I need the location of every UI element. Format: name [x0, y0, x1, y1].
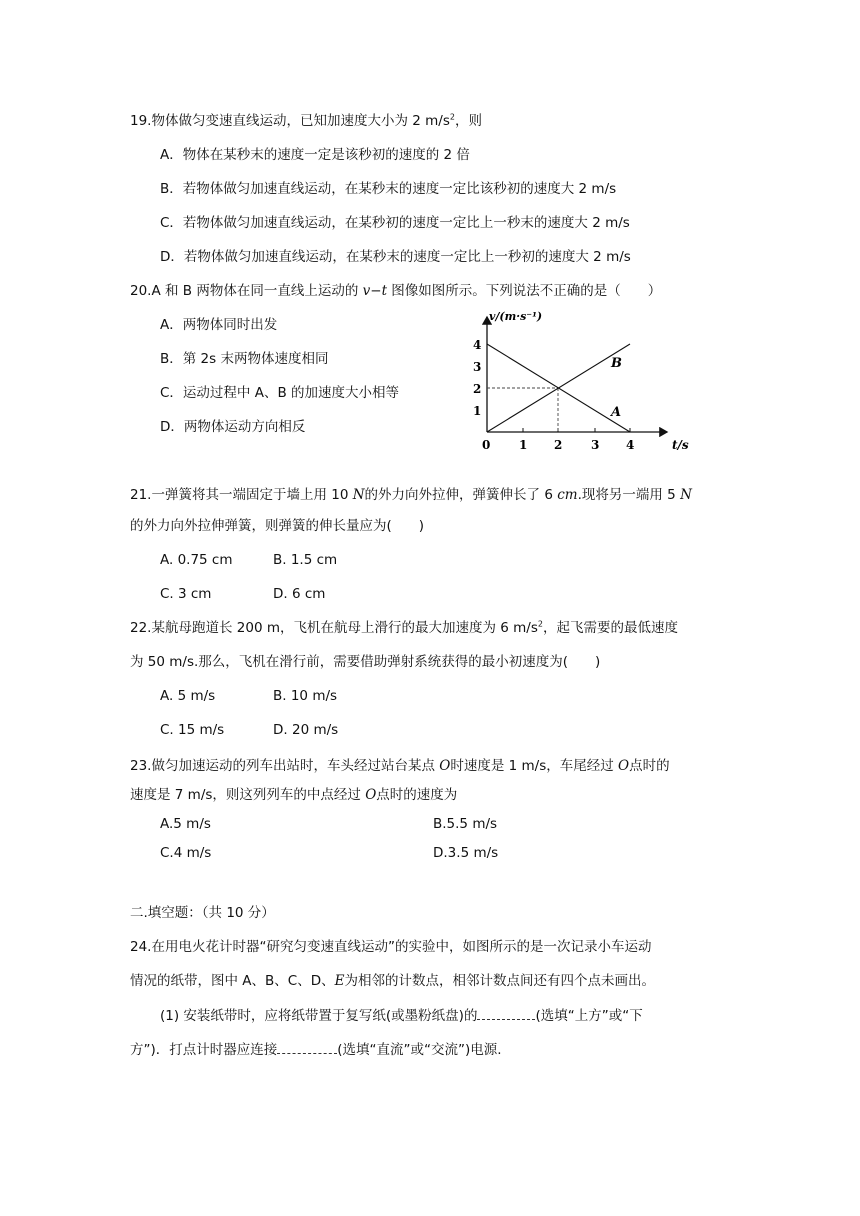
y-ticks: [473, 338, 481, 418]
q20-stem: 20.A 和 B 两物体在同一直线上运动的 v−t 图像如图所示。下列说法不正确的是（ ）: [130, 283, 662, 299]
x-tick-3: 3: [591, 438, 600, 452]
q23-stem-line2: 速度是 7 m/s，则这列列车的中点经过 O点时的速度为: [130, 787, 458, 803]
q19-stem: 19.物体做匀变速直线运动，已知加速度大小为 2 $m/s^2$，则: [130, 112, 482, 129]
y-tick-3: 3: [473, 360, 482, 374]
y-tick-2: 2: [473, 382, 482, 396]
x-ticks: [482, 438, 634, 452]
q20-option-d: D．两物体运动方向相反: [160, 419, 306, 435]
q19-option-a: A．物体在某秒末的速度一定是该秒初的速度的 2 倍: [160, 147, 470, 163]
q21-stem-line2: 的外力向外拉伸弹簧，则弹簧的伸长量应为( ): [130, 518, 425, 534]
q23-option-a: A.5 m/s: [160, 816, 211, 832]
q22-option-d: D. 20 m/s: [273, 722, 339, 738]
answer-blank-2[interactable]: [277, 1039, 337, 1054]
q19-option-c: C．若物体做匀加速直线运动，在某秒初的速度一定比上一秒末的速度大 2 m/s: [160, 215, 630, 231]
answer-blank-1[interactable]: [477, 1005, 535, 1020]
y-tick-1: 1: [473, 404, 482, 418]
q22-option-a: A. 5 m/s: [160, 688, 216, 704]
q21-option-b: B. 1.5 cm: [273, 552, 338, 568]
x-tick-2: 2: [554, 438, 563, 452]
q21-option-a: A. 0.75 cm: [160, 552, 233, 568]
q20-option-a: A．两物体同时出发: [160, 317, 278, 333]
line-a-label: A: [611, 405, 622, 420]
vt-graph: [465, 305, 705, 455]
x-axis-label: t/s: [672, 438, 689, 452]
q24-sub1-line2: 方”)．打点计时器应连接 (选填“直流”或“交流”)电源.: [130, 1039, 502, 1060]
q24-sub1-line1: (1) 安装纸带时，应将纸带置于复写纸(或墨粉纸盘)的 (选填“上方”或“下: [160, 1005, 643, 1026]
q21-stem-line1: 21.一弹簧将其一端固定于墙上用 10 N的外力向外拉伸，弹簧伸长了 6 cm.现将另一端用 5 N: [130, 487, 692, 503]
q20-option-b: B．第 2s 末两物体速度相同: [160, 351, 329, 367]
line-b-label: B: [611, 356, 622, 371]
y-axis-label: v/(m·s⁻¹): [489, 310, 543, 323]
q22-stem-line1: 22.某航母跑道长 200 m，飞机在航母上滑行的最大加速度为 6 $m/s^2$，起飞需要的最低速度: [130, 619, 678, 636]
q19-option-d: D．若物体做匀加速直线运动，在某秒末的速度一定比上一秒初的速度大 2 m/s: [160, 249, 631, 265]
q24-stem-line2: 情况的纸带，图中 A、B、C、D、E为相邻的计数点，相邻计数点间还有四个点未画出。: [130, 973, 655, 989]
q20-option-c: C．运动过程中 A、B 的加速度大小相等: [160, 385, 400, 401]
section-2-heading: 二.填空题：（共 10 分）: [130, 905, 275, 921]
x-tick-0: 0: [482, 438, 491, 452]
q23-option-c: C.4 m/s: [160, 845, 212, 861]
x-tick-1: 1: [519, 438, 528, 452]
q21-option-c: C. 3 cm: [160, 586, 212, 602]
q19-option-b: B．若物体做匀加速直线运动，在某秒末的速度一定比该秒初的速度大 2 m/s: [160, 181, 617, 197]
q23-stem-line1: 23.做匀加速运动的列车出站时，车头经过站台某点 O时速度是 1 m/s，车尾经过 O点时的: [130, 758, 670, 774]
q22-option-b: B. 10 m/s: [273, 688, 338, 704]
q22-stem-line2: 为 50 m/s.那么，飞机在滑行前，需要借助弹射系统获得的最小初速度为( ): [130, 654, 601, 670]
y-tick-4: 4: [473, 338, 482, 352]
q24-stem-line1: 24.在用电火花计时器“研究匀变速直线运动”的实验中，如图所示的是一次记录小车运动: [130, 939, 652, 955]
q22-option-c: C. 15 m/s: [160, 722, 225, 738]
q23-option-d: D.3.5 m/s: [433, 845, 499, 861]
x-tick-4: 4: [626, 438, 635, 452]
q23-option-b: B.5.5 m/s: [433, 816, 498, 832]
q21-option-d: D. 6 cm: [273, 586, 326, 602]
